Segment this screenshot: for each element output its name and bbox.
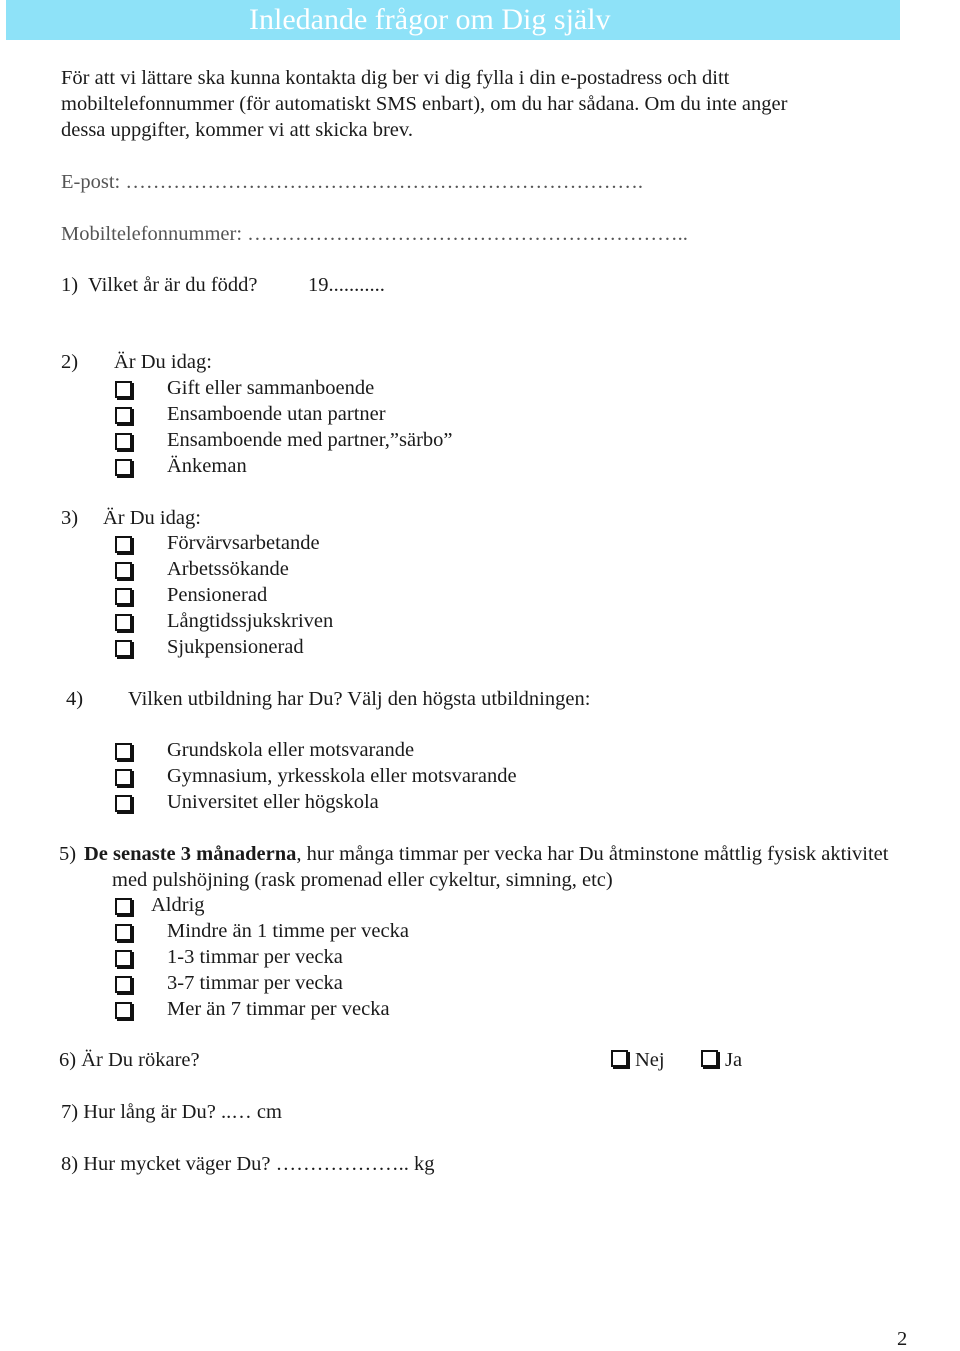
checkbox-q6-no[interactable] [611, 1050, 628, 1067]
q3-option: Långtidssjukskriven [167, 610, 334, 632]
q4-option: Gymnasium, yrkesskola eller motsvarande [167, 765, 517, 787]
q8-unit: kg [413, 1153, 435, 1175]
checkbox-q6-yes[interactable] [701, 1050, 718, 1067]
page-number: 2 [897, 1328, 908, 1350]
q4-text: Vilken utbildning har Du? Välj den högsta utbildningen: [128, 688, 591, 710]
email-field[interactable] [61, 170, 643, 194]
checkbox-q4-opt1[interactable] [115, 743, 132, 760]
checkbox-q2-opt3[interactable] [115, 433, 132, 450]
q8-text: 8) Hur mycket väger Du? [61, 1153, 271, 1175]
intro-line-2: mobiltelefonnummer (för automatiskt SMS enbart), om du har sådana. Om du inte anger [61, 93, 788, 115]
q6-text: 6) Är Du rökare? [59, 1049, 200, 1071]
checkbox-q3-opt2[interactable] [115, 562, 132, 579]
email-blank[interactable]: …………………………………………………………………. [125, 171, 643, 193]
q7-answer-blank[interactable]: ..… [220, 1101, 252, 1123]
q8-answer-blank[interactable]: ……………….. [275, 1153, 414, 1175]
checkbox-q2-opt4[interactable] [115, 459, 132, 476]
q1-number: 1) [61, 274, 79, 296]
checkbox-q3-opt4[interactable] [115, 614, 132, 631]
q6-no-label: Nej [635, 1049, 665, 1071]
q5-option: 1-3 timmar per vecka [167, 946, 343, 968]
checkbox-q5-opt4[interactable] [115, 976, 132, 993]
q1-answer-blank[interactable]: 19........... [308, 274, 385, 296]
checkbox-q3-opt1[interactable] [115, 536, 132, 553]
q7-unit: cm [256, 1101, 282, 1123]
checkbox-q3-opt5[interactable] [115, 640, 132, 657]
q3-option: Pensionerad [167, 584, 268, 606]
intro-line-3: dessa uppgifter, kommer vi att skicka brev. [61, 119, 413, 141]
q2-option: Ensamboende utan partner [167, 403, 386, 425]
q3-option: Arbetssökande [167, 558, 289, 580]
checkbox-q5-opt1[interactable] [115, 898, 132, 915]
checkbox-q3-opt3[interactable] [115, 588, 132, 605]
checkbox-q2-opt2[interactable] [115, 407, 132, 424]
mobile-field[interactable] [61, 222, 688, 246]
intro-line-1: För att vi lättare ska kunna kontakta dig ber vi dig fylla i din e-postadress och ditt [61, 67, 730, 89]
checkbox-q5-opt3[interactable] [115, 950, 132, 967]
checkbox-q4-opt2[interactable] [115, 769, 132, 786]
q4-number: 4) [66, 688, 84, 710]
q8-row [61, 1152, 434, 1176]
mobile-blank[interactable]: ……………………………………………………….. [247, 223, 688, 245]
q2-option: Ensamboende med partner,”särbo” [167, 429, 453, 451]
checkbox-q5-opt5[interactable] [115, 1002, 132, 1019]
q5-text [84, 842, 888, 866]
q4-option: Universitet eller högskola [167, 791, 379, 813]
q3-option: Förvärvsarbetande [167, 532, 320, 554]
q7-row [61, 1100, 282, 1124]
q6-option-no[interactable] [611, 1048, 665, 1072]
q6-yes-label: Ja [725, 1049, 743, 1071]
q6-option-yes[interactable] [701, 1048, 742, 1072]
q5-text-line2: med pulshöjning (rask promenad eller cykeltur, simning, etc) [112, 869, 613, 891]
q7-text: 7) Hur lång är Du? [61, 1101, 216, 1123]
q5-bold-text: De senaste 3 månaderna [84, 843, 297, 865]
email-label: E-post: [61, 171, 121, 193]
q3-text: Är Du idag: [103, 507, 201, 529]
q5-option: 3-7 timmar per vecka [167, 972, 343, 994]
mobile-label: Mobiltelefonnummer: [61, 223, 243, 245]
q5-option: Mindre än 1 timme per vecka [167, 920, 409, 942]
q4-option: Grundskola eller motsvarande [167, 739, 415, 761]
checkbox-q5-opt2[interactable] [115, 924, 132, 941]
q2-text: Är Du idag: [114, 351, 212, 373]
q5-option: Aldrig [151, 894, 205, 916]
page-title: Inledande frågor om Dig själv [6, 0, 900, 40]
q5-text-rest: , hur många timmar per vecka har Du åtminstone måttlig fysisk aktivitet [296, 843, 889, 865]
q1-text: Vilket år är du född? [88, 274, 258, 296]
q2-number: 2) [61, 351, 79, 373]
q5-option: Mer än 7 timmar per vecka [167, 998, 390, 1020]
q3-option: Sjukpensionerad [167, 636, 304, 658]
q5-number: 5) [59, 843, 77, 865]
q3-number: 3) [61, 507, 79, 529]
q2-option: Gift eller sammanboende [167, 377, 375, 399]
checkbox-q2-opt1[interactable] [115, 381, 132, 398]
q2-option: Änkeman [167, 455, 247, 477]
checkbox-q4-opt3[interactable] [115, 795, 132, 812]
